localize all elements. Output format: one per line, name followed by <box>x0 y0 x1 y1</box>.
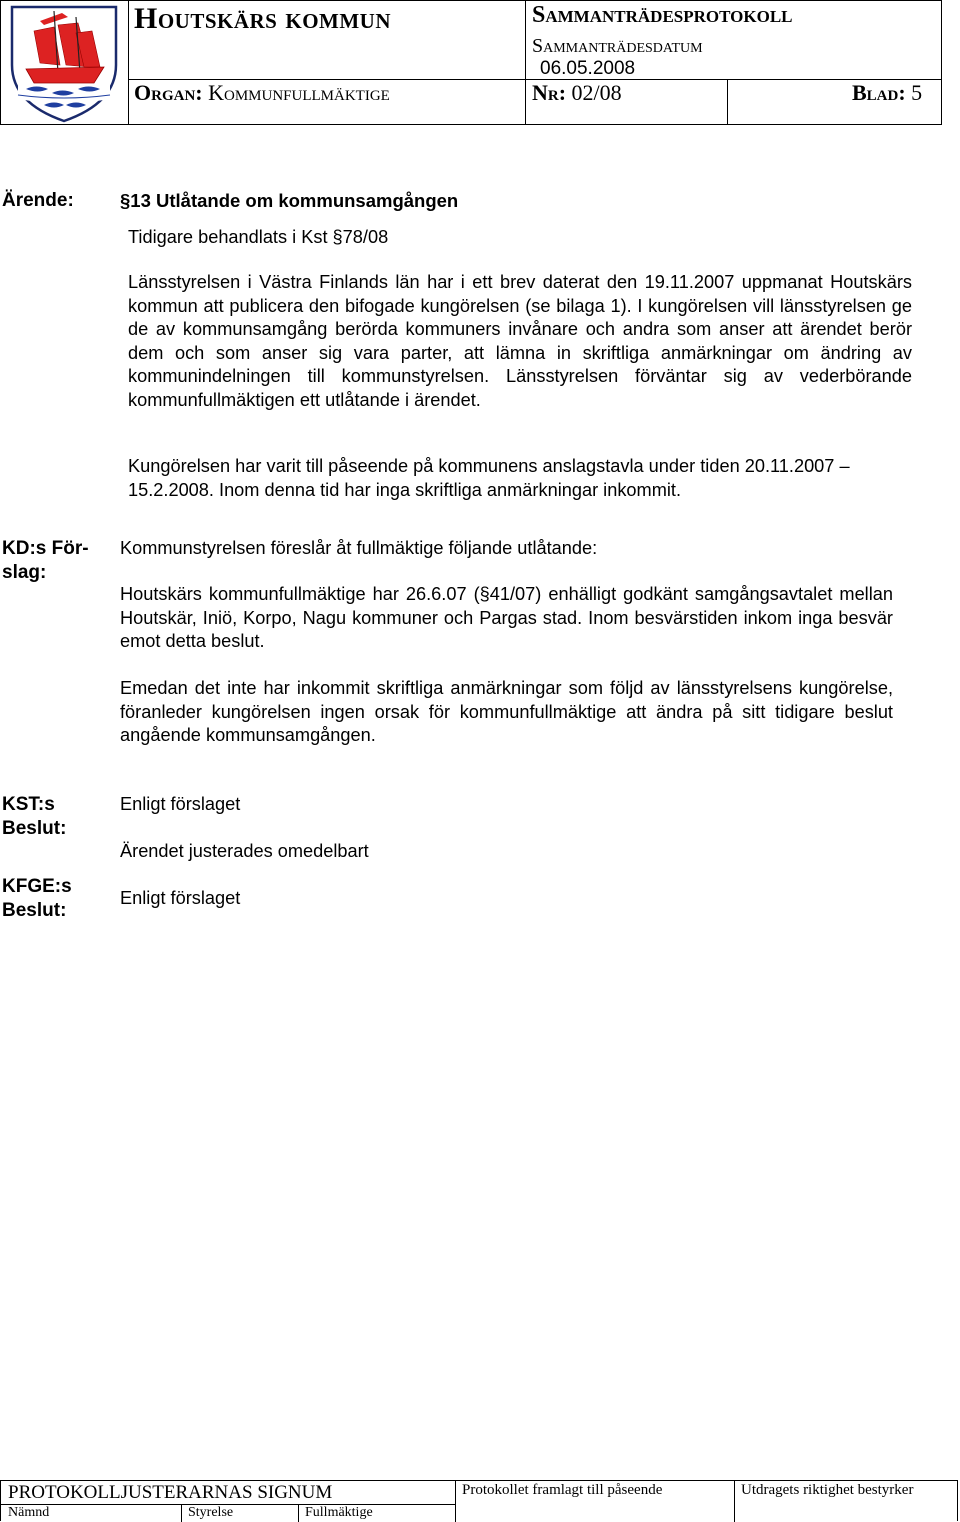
kst-label-line1: KST:s <box>2 794 55 815</box>
number-label: Nr: <box>532 80 567 105</box>
kst-decision-label <box>2 793 66 840</box>
kst-decision-text: Enligt förslaget <box>120 794 241 814</box>
municipality-name: Houtskärs kommun <box>134 2 392 35</box>
footer-divider <box>181 1504 182 1522</box>
document-type: Sammanträdesprotokoll <box>532 2 793 28</box>
header-divider <box>727 79 728 124</box>
organ-value: Kommunfullmäktige <box>208 80 390 105</box>
proposal-label <box>2 537 89 584</box>
page-field <box>852 80 922 106</box>
matter-label: Ärende: <box>2 190 74 211</box>
organ-field <box>134 80 390 106</box>
signum-column-namnd: Nämnd <box>8 1505 50 1520</box>
kst-label-line2: Beslut: <box>2 817 67 839</box>
coat-of-arms-logo <box>4 3 124 123</box>
proposal-label-line2: slag: <box>2 561 47 583</box>
footer-divider <box>298 1504 299 1522</box>
kfge-label-line1: KFGE:s <box>2 876 72 897</box>
page-value: 5 <box>911 80 923 105</box>
riktighet-label: Utdragets riktighet bestyrker <box>741 1482 914 1498</box>
proposal-intro: Kommunstyrelsen föreslår åt fullmäktige följande utlåtande: <box>120 538 598 558</box>
footer-divider <box>455 1481 456 1522</box>
page-label: Blad: <box>852 80 906 105</box>
number-field <box>532 80 622 106</box>
meeting-date: 06.05.2008 <box>540 58 636 79</box>
signum-column-styrelse: Styrelse <box>188 1505 234 1520</box>
footer-divider <box>734 1481 735 1522</box>
header-divider <box>525 1 526 124</box>
signum-column-fullmaktige: Fullmäktige <box>305 1505 373 1520</box>
header-divider <box>128 1 129 124</box>
kst-justified-text: Ärendet justerades omedelbart <box>120 841 369 861</box>
date-label: Sammanträdesdatum <box>532 35 703 57</box>
matter-paragraph-1: Länsstyrelsen i Västra Finlands län har i ett brev daterat den 19.11.2007 uppmanat Houtskärs kommun att publicera den bifogade kungörelsen (se bilaga 1). I kungörelsen vill länsstyrelsen ge de av kommunsamgång berörda kommuners invånare och andra som anser att ärendet berör dem och som anser sig vara parter, att lämna in skriftliga anmärkningar om ändring av kommunindelningen till kommunstyrelsen. Länsstyrelsen förväntar sig av vederbörande kommunfullmäktigen ett utlåtande i ärendet. <box>128 272 912 410</box>
number-value: 02/08 <box>571 80 622 105</box>
signum-heading: PROTOKOLLJUSTERARNAS SIGNUM <box>8 1482 333 1503</box>
kfge-decision-text: Enligt förslaget <box>120 888 241 908</box>
matter-title: §13 Utlåtande om kommunsamgången <box>120 190 459 211</box>
organ-label: Organ: <box>134 80 203 105</box>
kfge-label-line2: Beslut: <box>2 899 67 921</box>
framlagt-label: Protokollet framlagt till påseende <box>462 1482 663 1498</box>
proposal-label-line1: KD:s För- <box>2 538 89 559</box>
matter-paragraph-2: Kungörelsen har varit till påseende på kommunens anslagstavla under tiden 20.11.2007 – 15.2.2008. Inom denna tid har inga skriftliga anmärkningar inkommit. <box>128 456 850 500</box>
previously-handled: Tidigare behandlats i Kst §78/08 <box>128 227 389 247</box>
proposal-paragraph-2: Emedan det inte har inkommit skriftliga anmärkningar som följd av länsstyrelsens kungörelse, föranleder kungörelsen ingen orsak för kommunfullmäktige att ändra på sitt tidigare beslut angående kommunsamgången. <box>120 678 893 745</box>
kfge-decision-label <box>2 875 72 922</box>
proposal-paragraph-1: Houtskärs kommunfullmäktige har 26.6.07 (§41/07) enhälligt godkänt samgångsavtalet mellan Houtskär, Iniö, Korpo, Nagu kommuner och Pargas stad. Inom besvärstiden inkom inga besvär emot detta beslut. <box>120 584 893 651</box>
